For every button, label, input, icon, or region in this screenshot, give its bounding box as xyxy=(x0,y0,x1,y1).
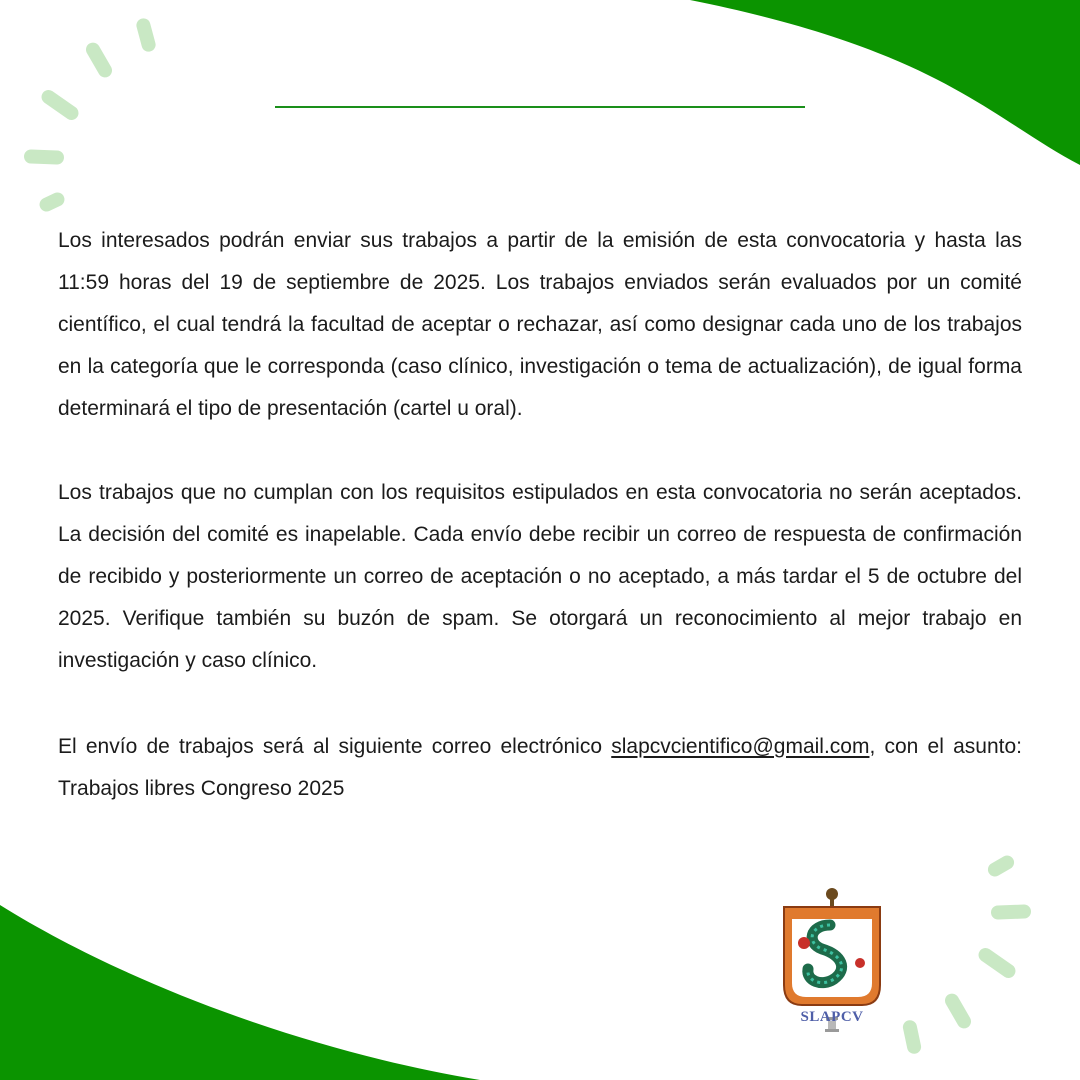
email-link[interactable]: slapcvcientifico@gmail.com xyxy=(611,735,870,758)
paragraph-submission-email xyxy=(58,726,1022,810)
paragraph-submission-period: Los interesados podrán enviar sus trabajos a partir de la emisión de esta convocatoria y hasta las 11:59 horas del 19 de septiembre de 2025. Los trabajos enviados serán evaluados por un comité científico, el cual tendrá la facultad de aceptar o rechazar, así como designar cada uno de los trabajos en la categoría que le corresponda (caso clínico, investigación o tema de actualización), de igual forma determinará el tipo de presentación (cartel u oral). xyxy=(58,229,1022,420)
email-subject-text: , con el asunto: Trabajos libres Congreso 2025 xyxy=(58,735,1022,800)
logo-label: SLAPCV xyxy=(800,1009,864,1025)
top-left-dashes xyxy=(24,17,157,214)
top-right-green-swoosh xyxy=(690,0,1080,165)
title-divider-line xyxy=(275,106,805,108)
email-intro-text: El envío de trabajos será al siguiente correo electrónico xyxy=(58,735,612,758)
paragraph-requirements: Los trabajos que no cumplan con los requisitos estipulados en esta convocatoria no serán aceptados. La decisión del comité es inapelable. Cada envío debe recibir un correo de respuesta de confirmación de recibido y posteriormente un correo de aceptación o no aceptado, a más tardar el 5 de octubre del 2025. Verifique también su buzón de spam. Se otorgará un reconocimiento al mejor trabajo en investigación y caso clínico. xyxy=(58,481,1022,672)
convocatoria-body xyxy=(58,220,1022,810)
bottom-right-dashes xyxy=(902,853,1032,1055)
bottom-left-green-swoosh xyxy=(0,905,480,1080)
